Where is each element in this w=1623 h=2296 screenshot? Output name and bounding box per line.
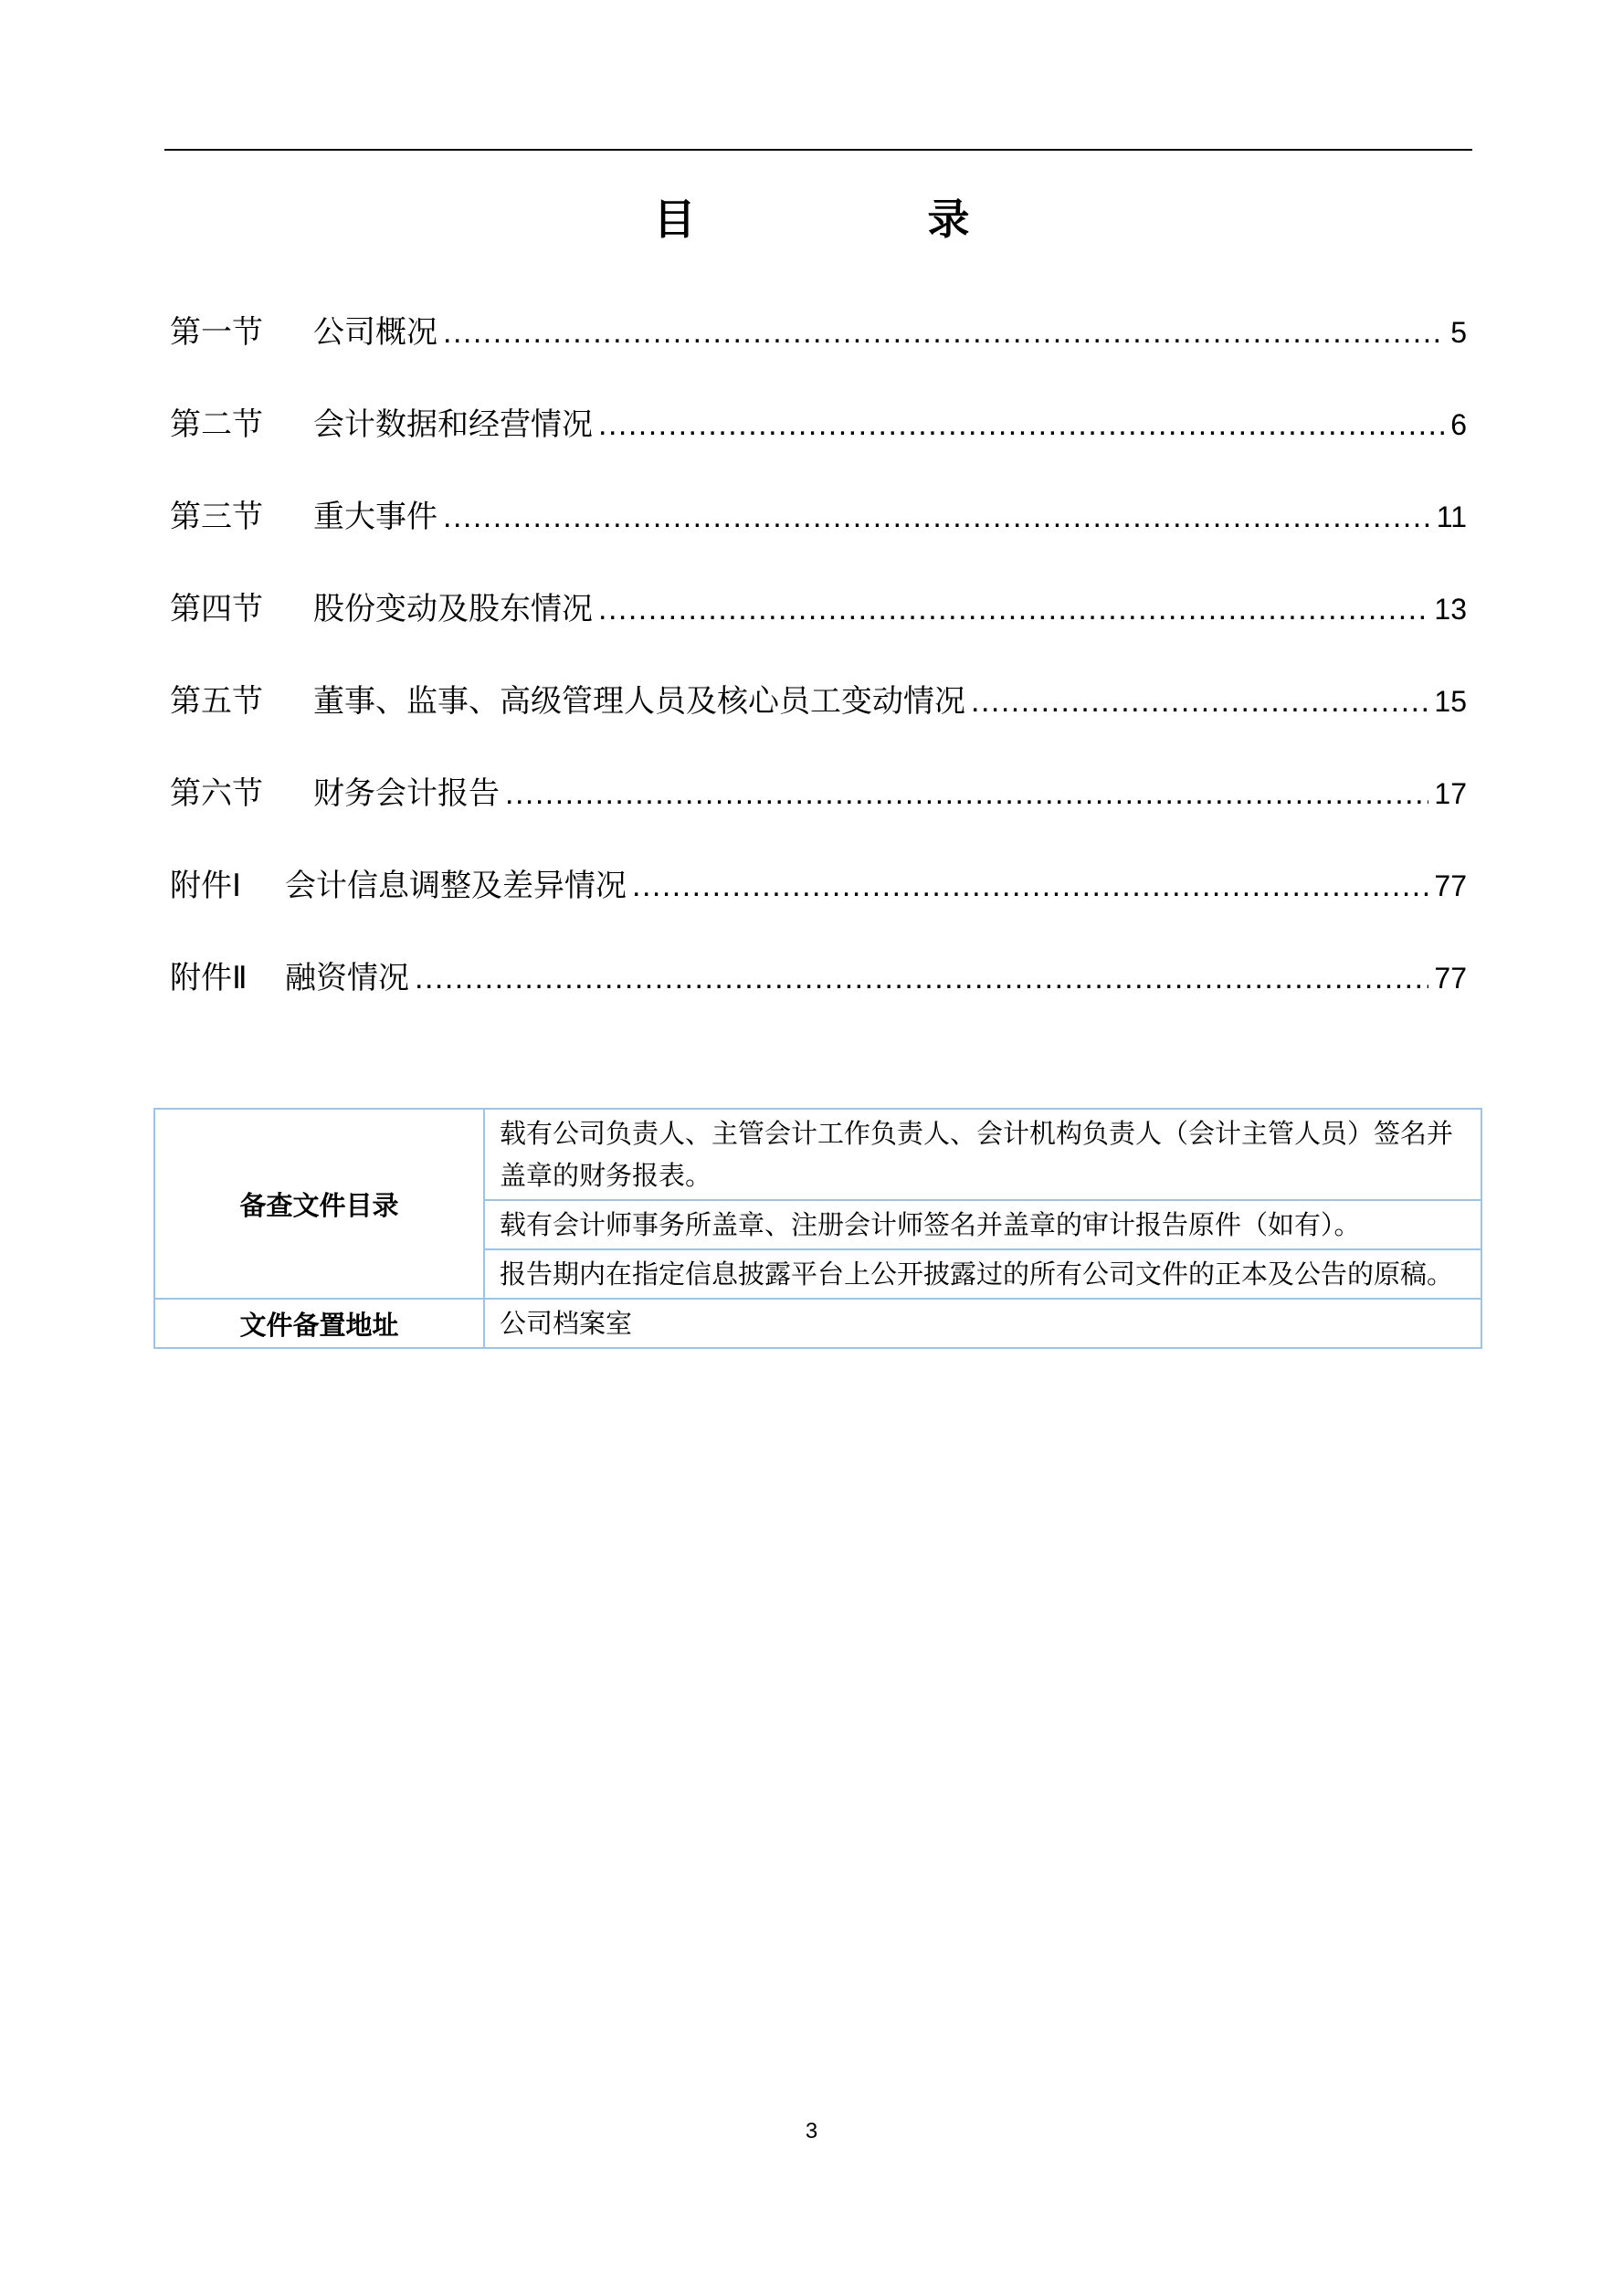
toc-entry[interactable] xyxy=(170,582,1467,674)
toc-entry-page: 5 xyxy=(1450,316,1467,349)
toc-list xyxy=(170,305,1467,1043)
toc-entry-page: 77 xyxy=(1434,962,1467,995)
toc-entry-page: 11 xyxy=(1436,500,1467,533)
toc-entry-label: 第二节 xyxy=(170,406,263,443)
reference-documents-table xyxy=(153,1108,1482,1349)
toc-entry[interactable] xyxy=(170,766,1467,858)
toc-entry[interactable] xyxy=(170,397,1467,490)
toc-entry-title: 融资情况 xyxy=(285,960,409,996)
toc-entry-page: 77 xyxy=(1434,869,1467,902)
toc-entry-label: 第一节 xyxy=(170,314,263,351)
toc-entry-title: 财务会计报告 xyxy=(313,775,500,812)
documents-label: 备查文件目录 xyxy=(154,1109,484,1299)
toc-dot-leader xyxy=(598,397,1445,452)
toc-entry-label: 附件Ⅰ xyxy=(170,868,242,904)
toc-entry-title: 重大事件 xyxy=(313,499,437,535)
toc-entry-label: 第三节 xyxy=(170,499,263,535)
toc-entry-label: 第四节 xyxy=(170,591,263,627)
toc-dot-leader xyxy=(443,305,1445,360)
toc-entry-label: 第六节 xyxy=(170,775,263,812)
toc-entry-label: 附件Ⅱ xyxy=(170,960,248,996)
toc-entry-title: 会计信息调整及差异情况 xyxy=(285,868,627,904)
toc-entry-title: 会计数据和经营情况 xyxy=(313,406,593,443)
toc-entry-page: 17 xyxy=(1434,777,1467,810)
document-item: 报告期内在指定信息披露平台上公开披露过的所有公司文件的正本及公告的原稿。 xyxy=(484,1249,1481,1299)
location-value: 公司档案室 xyxy=(484,1299,1481,1348)
toc-entry-title: 公司概况 xyxy=(313,314,437,351)
table-row xyxy=(154,1109,1481,1200)
toc-dot-leader xyxy=(632,858,1428,913)
location-label: 文件备置地址 xyxy=(154,1299,484,1348)
page-number: 3 xyxy=(805,2119,818,2143)
toc-entry-page: 13 xyxy=(1434,593,1467,626)
toc-entry-title: 董事、监事、高级管理人员及核心员工变动情况 xyxy=(313,683,965,720)
toc-entry-page: 6 xyxy=(1450,408,1467,441)
toc-title: 目 录 xyxy=(653,195,1019,244)
toc-entry-title: 股份变动及股东情况 xyxy=(313,591,593,627)
toc-entry[interactable] xyxy=(170,490,1467,582)
header-rule xyxy=(164,149,1472,151)
document-item: 载有会计师事务所盖章、注册会计师签名并盖章的审计报告原件（如有）。 xyxy=(484,1200,1481,1249)
table-row xyxy=(154,1299,1481,1348)
toc-dot-leader xyxy=(505,766,1428,821)
toc-dot-leader xyxy=(443,490,1431,544)
toc-entry[interactable] xyxy=(170,951,1467,1043)
toc-entry[interactable] xyxy=(170,858,1467,951)
toc-entry[interactable] xyxy=(170,674,1467,766)
toc-entry-label: 第五节 xyxy=(170,683,263,720)
toc-dot-leader xyxy=(971,674,1428,729)
toc-dot-leader xyxy=(598,582,1428,637)
document-item: 载有公司负责人、主管会计工作负责人、会计机构负责人（会计主管人员）签名并盖章的财务报表。 xyxy=(484,1109,1481,1200)
toc-entry[interactable] xyxy=(170,305,1467,397)
toc-dot-leader xyxy=(415,951,1428,1006)
toc-entry-page: 15 xyxy=(1434,685,1467,718)
